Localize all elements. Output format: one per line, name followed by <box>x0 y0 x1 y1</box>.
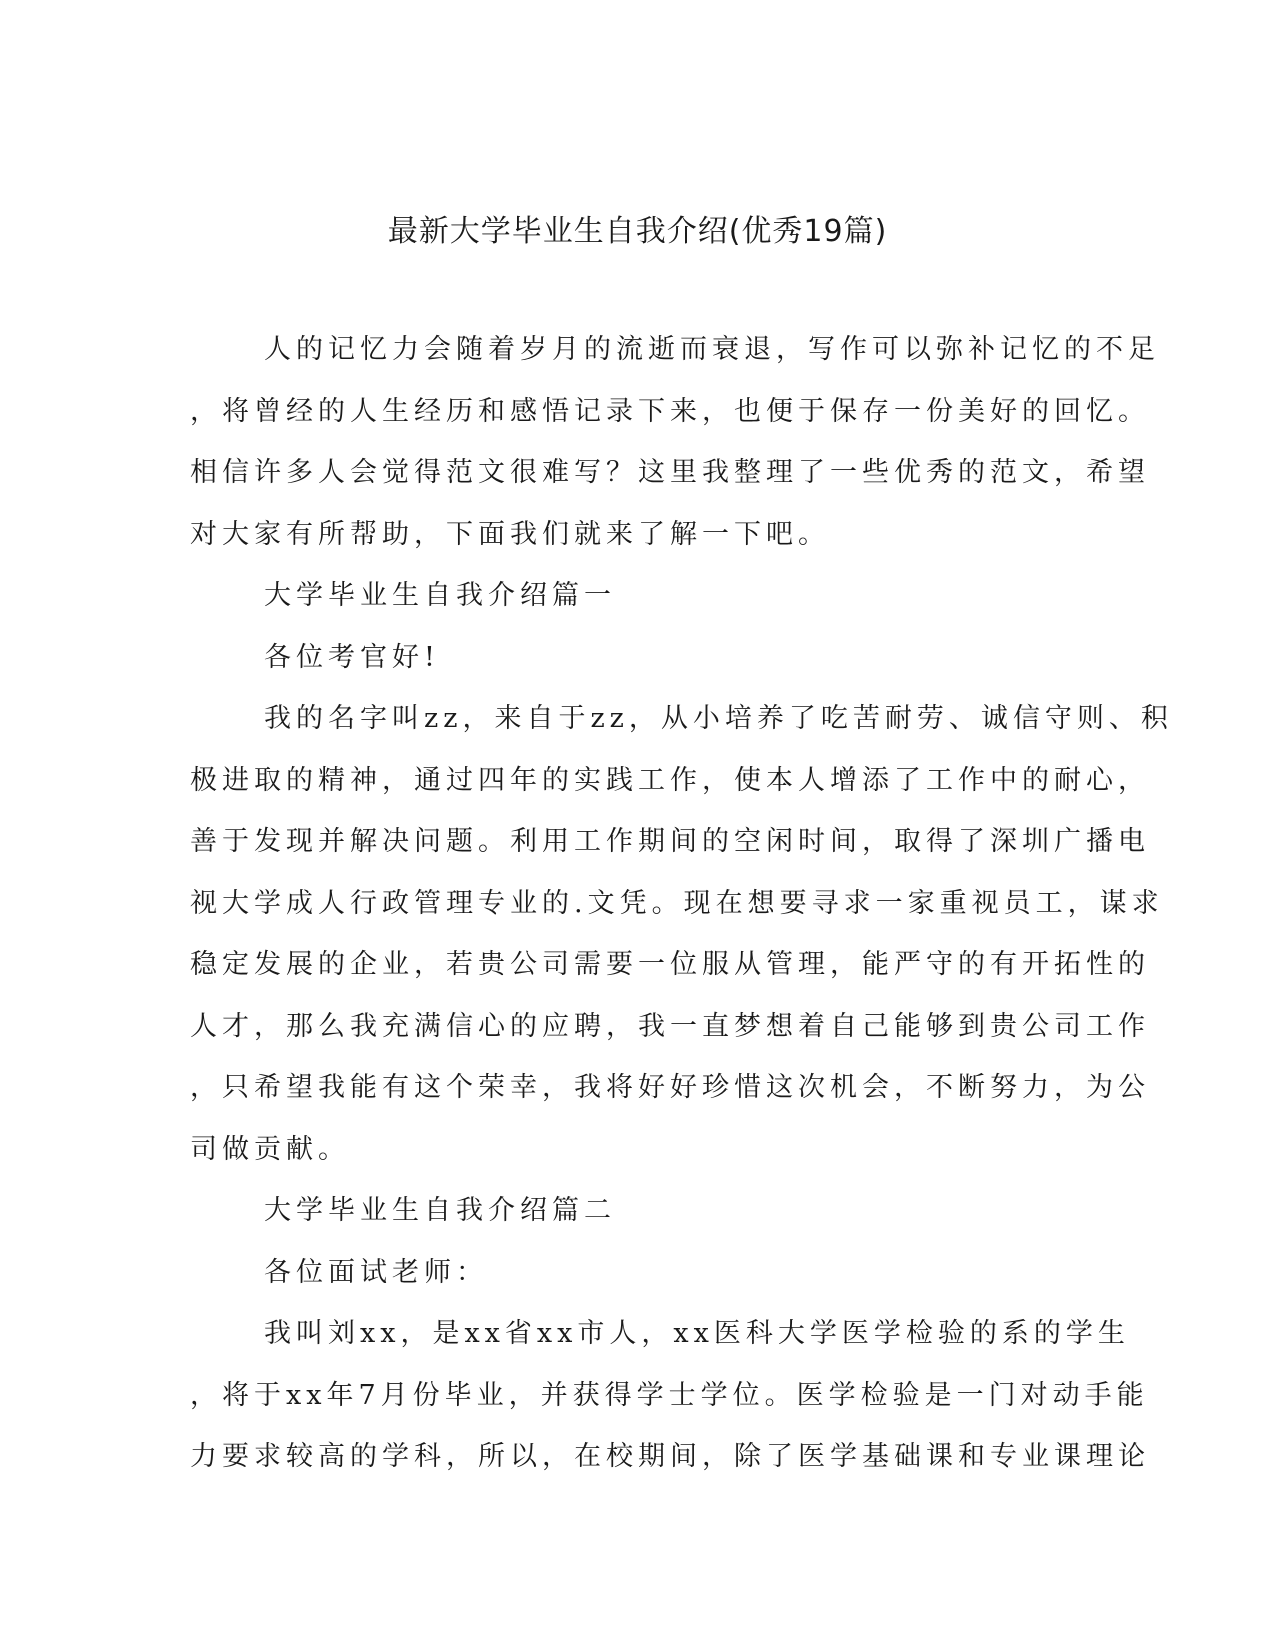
document-body <box>190 330 1173 1499</box>
paragraph-line: 极进取的精神，通过四年的实践工作，使本人增添了工作中的耐心， <box>190 764 1150 796</box>
paragraph-line: 相信许多人会觉得范文很难写？这里我整理了一些优秀的范文，希望 <box>190 457 1150 488</box>
paragraph-line: 善于发现并解决问题。利用工作期间的空闲时间，取得了深圳广播电 <box>190 826 1150 857</box>
paragraph-line: 对大家有所帮助，下面我们就来了解一下吧。 <box>190 518 830 550</box>
salutation: 各位考官好! <box>264 641 440 673</box>
paragraph-line: 我叫刘xx，是xx省xx市人，xx医科大学医学检验的系的学生 <box>264 1318 1130 1349</box>
paragraph-line: 力要求较高的学科，所以，在校期间，除了医学基础课和专业课理论 <box>190 1441 1150 1472</box>
paragraph-line: 人的记忆力会随着岁月的流逝而衰退，写作可以弥补记忆的不足 <box>264 334 1160 365</box>
paragraph-line: ，将曾经的人生经历和感悟记录下来，也便于保存一份美好的回忆。 <box>190 395 1150 427</box>
paragraph-line: ，只希望我能有这个荣幸，我将好好珍惜这次机会，不断努力，为公 <box>190 1072 1150 1103</box>
paragraph-line: ，将于xx年7月份毕业，并获得学士学位。医学检验是一门对动手能 <box>190 1379 1149 1411</box>
paragraph-line: 视大学成人行政管理专业的.文凭。现在想要寻求一家重视员工，谋求 <box>190 887 1164 919</box>
section-heading: 大学毕业生自我介绍篇二 <box>264 1195 616 1226</box>
salutation: 各位面试老师： <box>264 1256 488 1288</box>
paragraph-line: 稳定发展的企业，若贵公司需要一位服从管理，能严守的有开拓性的 <box>190 949 1150 980</box>
paragraph-line: 我的名字叫zz，来自于zz，从小培养了吃苦耐劳、诚信守则、积 <box>264 703 1173 734</box>
document-title: 最新大学毕业生自我介绍(优秀19篇) <box>387 214 888 249</box>
section-heading: 大学毕业生自我介绍篇一 <box>264 580 616 611</box>
paragraph-line: 人才，那么我充满信心的应聘，我一直梦想着自己能够到贵公司工作 <box>190 1010 1150 1042</box>
paragraph-line: 司做贡献。 <box>190 1133 350 1165</box>
